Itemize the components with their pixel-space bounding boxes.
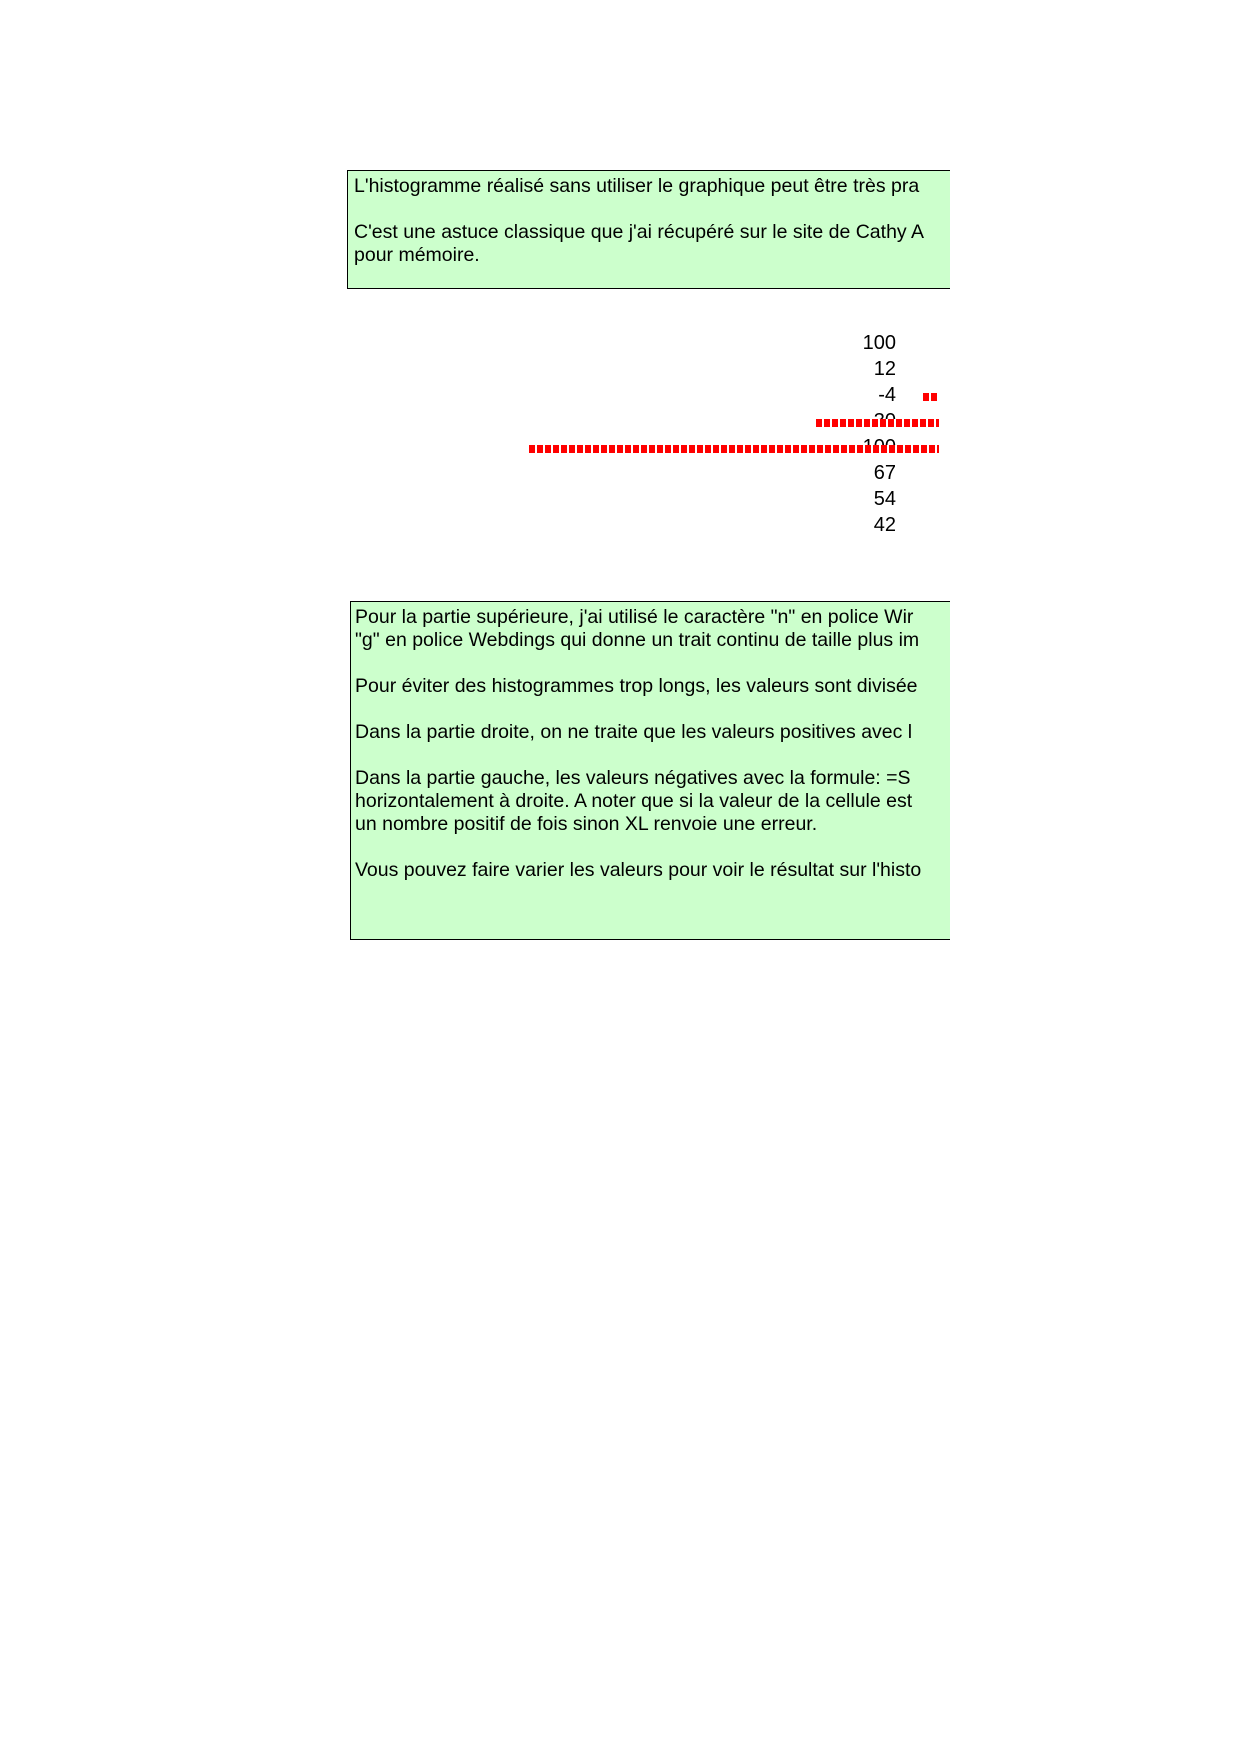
histogram-value-cell[interactable]: 67 [873, 462, 896, 484]
histogram-bar [923, 393, 939, 401]
note-top-line: L'histogramme réalisé sans utiliser le graphique peut être très pra [354, 175, 920, 197]
histogram-bar [816, 419, 939, 427]
note-bottom-line: un nombre positif de fois sinon XL renvoie une erreur. [355, 813, 818, 835]
histogram-bar [529, 445, 939, 453]
note-top-spacer [354, 198, 950, 221]
note-bottom-line: Dans la partie droite, on ne traite que les valeurs positives avec l [355, 721, 913, 743]
histogram-value-cell[interactable]: 12 [873, 358, 896, 380]
note-top-line: pour mémoire. [354, 244, 480, 266]
note-bottom-line: Dans la partie gauche, les valeurs négatives avec la formule: =S [355, 767, 911, 789]
note-bottom-spacer [355, 744, 950, 767]
histogram-value-cell[interactable]: -4 [878, 384, 896, 406]
note-top [347, 170, 950, 289]
text-histogram [400, 330, 950, 545]
histogram-value-cell[interactable]: 100 [862, 332, 896, 354]
note-bottom-spacer [355, 698, 950, 721]
note-bottom-line: Pour éviter des histogrammes trop longs, les valeurs sont divisée [355, 675, 918, 697]
histogram-value-cell[interactable]: 54 [873, 488, 896, 510]
note-bottom-spacer [355, 652, 950, 675]
note-top-line: C'est une astuce classique que j'ai récupéré sur le site de Cathy A [354, 221, 925, 243]
note-bottom-spacer [355, 836, 950, 859]
histogram-value-cell[interactable]: 42 [873, 514, 896, 536]
note-bottom-line: Pour la partie supérieure, j'ai utilisé le caractère "n" en police Wir [355, 606, 914, 628]
note-bottom-line: horizontalement à droite. A noter que si la valeur de la cellule est [355, 790, 913, 812]
note-bottom-line: Vous pouvez faire varier les valeurs pour voir le résultat sur l'histo [355, 859, 922, 881]
note-bottom [350, 601, 950, 940]
note-bottom-line: "g" en police Webdings qui donne un trait continu de taille plus im [355, 629, 920, 651]
